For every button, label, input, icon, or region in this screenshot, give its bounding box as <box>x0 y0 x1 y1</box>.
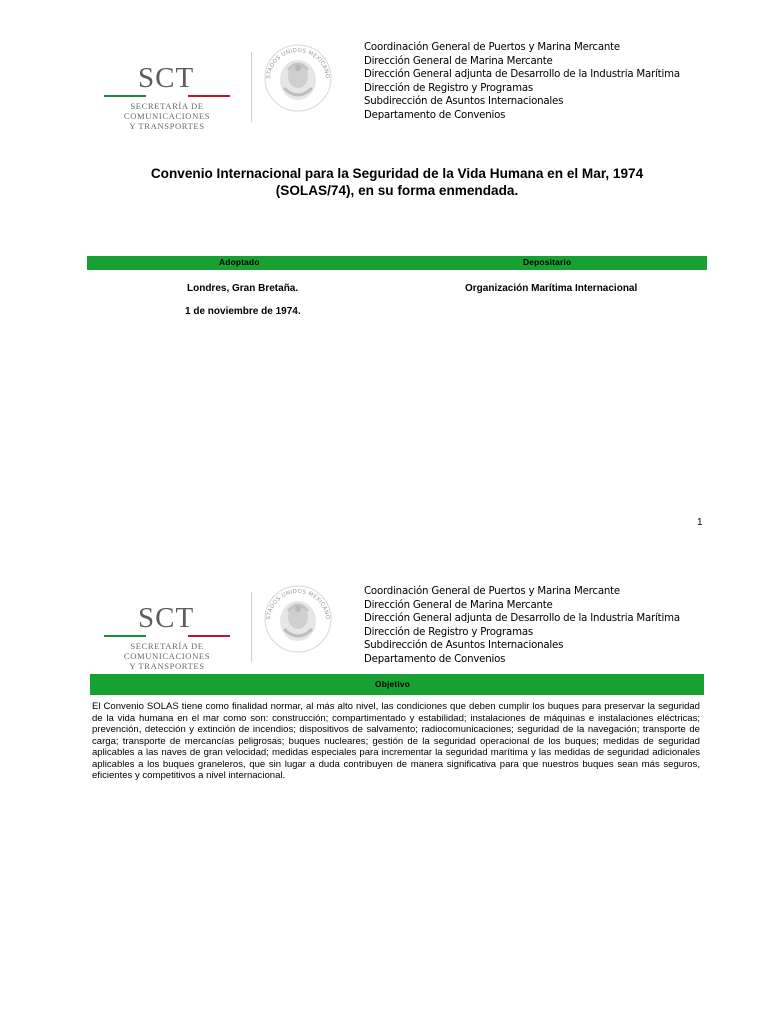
seal-text: STADOS UNIDOS MEXICANO <box>265 47 331 79</box>
document-title-line: Convenio Internacional para la Seguridad de la Vida Humana en el Mar, 1974 <box>150 166 644 181</box>
sct-logo-line: SECRETARÍA DE <box>130 101 204 111</box>
office-line: Dirección General adjunta de Desarrollo de la Industria Marítima <box>364 69 680 80</box>
header-divider <box>251 592 252 662</box>
office-line: Departamento de Convenios <box>364 109 506 121</box>
office-line: Subdirección de Asuntos Internacionales <box>364 640 564 651</box>
sct-logo-line: SECRETARÍA DE <box>130 641 204 651</box>
depositary-name: Organización Marítima Internacional <box>465 283 638 294</box>
office-line: Dirección de Registro y Programas <box>364 626 533 638</box>
adopted-place: Londres, Gran Bretaña. <box>187 283 299 294</box>
sct-logo-line: Y TRANSPORTES <box>129 121 205 131</box>
office-line: Coordinación General de Puertos y Marina Mercante <box>364 586 620 597</box>
sct-logo-tricolor <box>104 95 230 97</box>
sct-logo-mark: SCT <box>138 62 195 94</box>
sct-logo <box>104 62 234 132</box>
office-line: Dirección General de Marina Mercante <box>364 599 553 611</box>
page-separator <box>0 545 768 557</box>
document-title <box>90 165 704 199</box>
office-line: Subdirección de Asuntos Internacionales <box>364 96 564 107</box>
office-line: Dirección General de Marina Mercante <box>364 55 553 67</box>
office-hierarchy <box>364 585 764 666</box>
sct-logo-mark: SCT <box>138 602 195 634</box>
objective-header-bar <box>90 674 704 695</box>
mexican-seal-icon <box>262 581 334 655</box>
seal-text: STADOS UNIDOS MEXICANO <box>265 588 331 620</box>
office-line: Dirección General adjunta de Desarrollo de la Industria Marítima <box>364 613 680 624</box>
objective-paragraph: El Convenio SOLAS tiene como finalidad normar, al más alto nivel, las condiciones que deben cumplir los buques para preservar la seguridad de la vida humana en el mar como son: construcción; compartimentado y estabilidad; instalaciones de máquinas e instalaciones eléctricas; prevención, detección y extinción de incendios; dispositivos de salvamento; radiocomunicaciones; seguridad de la navegación; transporte de carga; transporte de mercancías peligrosas; buques nucleares; gestión de la seguridad operacional de los buques; medidas de seguridad aplicables a las naves de gran velocidad; medidas especiales para incrementar la seguridad marítima y las medidas de seguridad adicionales aplicables a los buques graneleros, que sin lugar a duda contribuyen de manera significativa para que nuestros buques sean más seguros, eficientes y competitivos a nivel internacional. <box>92 701 700 781</box>
document-title-line: (SOLAS/74), en su forma enmendada. <box>275 183 519 198</box>
office-line: Coordinación General de Puertos y Marina Mercante <box>364 42 620 53</box>
column-header-adopted: Adoptado <box>219 257 260 267</box>
adopted-date: 1 de noviembre de 1974. <box>185 306 301 317</box>
sct-logo <box>104 602 234 672</box>
sct-logo-tricolor <box>104 635 230 637</box>
sct-logo-line: COMUNICACIONES <box>123 651 211 661</box>
mexican-seal-icon <box>262 40 334 114</box>
office-line: Dirección de Registro y Programas <box>364 82 533 94</box>
objective-header: Objetivo <box>375 679 411 689</box>
sct-logo-line: Y TRANSPORTES <box>129 661 205 671</box>
office-line: Departamento de Convenios <box>364 653 506 665</box>
page-number: 1 <box>697 517 703 528</box>
document-page-2 <box>0 557 768 1024</box>
column-header-depositary: Depositario <box>523 257 572 267</box>
header-divider <box>251 52 252 122</box>
sct-logo-line: COMUNICACIONES <box>123 111 211 121</box>
office-hierarchy <box>364 41 764 122</box>
table-header-bar <box>87 256 707 270</box>
